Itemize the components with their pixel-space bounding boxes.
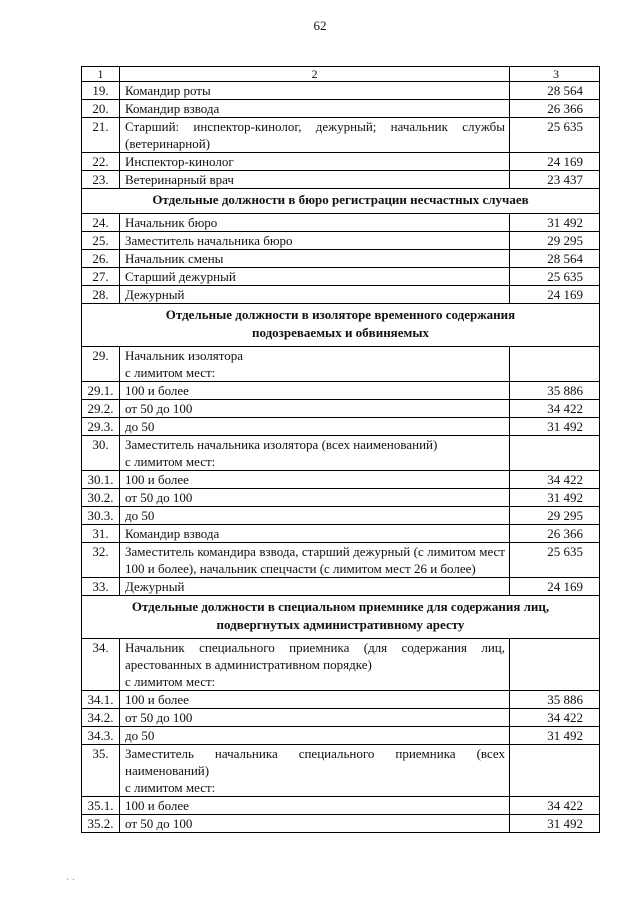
position-title bbox=[120, 543, 510, 578]
position-title-line: Дежурный bbox=[125, 579, 185, 594]
salary-value: 29 295 bbox=[510, 232, 600, 250]
table-row bbox=[82, 418, 600, 436]
salary-value: 24 169 bbox=[510, 286, 600, 304]
position-title bbox=[120, 153, 510, 171]
position-title-line: с лимитом мест: bbox=[125, 454, 216, 469]
position-title bbox=[120, 436, 510, 471]
position-title bbox=[120, 709, 510, 727]
row-number: 19. bbox=[82, 82, 120, 100]
section-header-row bbox=[82, 189, 600, 214]
salary-value: 25 635 bbox=[510, 268, 600, 286]
table-row bbox=[82, 745, 600, 797]
row-number: 30.2. bbox=[82, 489, 120, 507]
header-col-1: 1 bbox=[82, 67, 120, 82]
table-body bbox=[82, 67, 600, 833]
section-title-line: Отдельные должности в специальном приемнике для содержания лиц, bbox=[131, 599, 550, 614]
position-title bbox=[120, 382, 510, 400]
position-title-line: Начальник смены bbox=[125, 251, 224, 266]
position-title bbox=[120, 489, 510, 507]
salary-value: 29 295 bbox=[510, 507, 600, 525]
section-title-line: подвергнутых административному аресту bbox=[216, 617, 465, 632]
position-title-line: Начальник бюро bbox=[125, 215, 218, 230]
row-number: 25. bbox=[82, 232, 120, 250]
salary-value: 25 635 bbox=[510, 118, 600, 153]
position-title bbox=[120, 418, 510, 436]
table-row bbox=[82, 525, 600, 543]
table-row bbox=[82, 436, 600, 471]
row-number: 35.2. bbox=[82, 815, 120, 833]
position-title bbox=[120, 507, 510, 525]
position-title-line: Начальник специального приемника (для содержания лиц, арестованных в административном порядке) bbox=[125, 640, 505, 672]
position-title-line: с лимитом мест: bbox=[125, 365, 216, 380]
table-row bbox=[82, 153, 600, 171]
header-col-3: 3 bbox=[510, 67, 600, 82]
position-title-line: Старший: инспектор-кинолог, дежурный; начальник службы (ветеринарной) bbox=[125, 119, 505, 151]
row-number: 30.1. bbox=[82, 471, 120, 489]
position-title bbox=[120, 471, 510, 489]
table-row bbox=[82, 507, 600, 525]
scan-speck: ` ˙ bbox=[66, 878, 76, 889]
salary-value: 31 492 bbox=[510, 815, 600, 833]
position-title-line: Командир взвода bbox=[125, 101, 220, 116]
position-title-line: Дежурный bbox=[125, 287, 185, 302]
position-title bbox=[120, 347, 510, 382]
section-title bbox=[82, 304, 600, 347]
table-row bbox=[82, 543, 600, 578]
position-title-line: Начальник изолятора bbox=[125, 348, 244, 363]
position-title-line: Инспектор-кинолог bbox=[125, 154, 234, 169]
salary-value: 34 422 bbox=[510, 471, 600, 489]
table-row bbox=[82, 727, 600, 745]
header-col-2: 2 bbox=[120, 67, 510, 82]
salary-value: 28 564 bbox=[510, 250, 600, 268]
position-title bbox=[120, 286, 510, 304]
salary-value: 31 492 bbox=[510, 727, 600, 745]
salary-value: 28 564 bbox=[510, 82, 600, 100]
row-number: 22. bbox=[82, 153, 120, 171]
table-row bbox=[82, 709, 600, 727]
position-title bbox=[120, 639, 510, 691]
position-title-line: до 50 bbox=[125, 419, 155, 434]
position-title bbox=[120, 100, 510, 118]
table-row bbox=[82, 118, 600, 153]
table-row bbox=[82, 639, 600, 691]
salary-value: 31 492 bbox=[510, 418, 600, 436]
row-number: 29. bbox=[82, 347, 120, 382]
row-number: 34.3. bbox=[82, 727, 120, 745]
position-title-line: от 50 до 100 bbox=[125, 710, 193, 725]
salary-value: 35 886 bbox=[510, 382, 600, 400]
position-title-line: Заместитель командира взвода, старший дежурный (с лимитом мест 100 и более), начальник спецчасти (с лимитом мест 26 и более) bbox=[125, 544, 505, 576]
row-number: 34.1. bbox=[82, 691, 120, 709]
position-title-line: от 50 до 100 bbox=[125, 816, 193, 831]
row-number: 35.1. bbox=[82, 797, 120, 815]
row-number: 27. bbox=[82, 268, 120, 286]
position-title bbox=[120, 797, 510, 815]
salary-value: 25 635 bbox=[510, 543, 600, 578]
section-title-line: подозреваемых и обвиняемых bbox=[251, 325, 429, 340]
position-title-line: Ветеринарный врач bbox=[125, 172, 234, 187]
row-number: 34.2. bbox=[82, 709, 120, 727]
table-row bbox=[82, 691, 600, 709]
row-number: 30. bbox=[82, 436, 120, 471]
row-number: 35. bbox=[82, 745, 120, 797]
row-number: 29.3. bbox=[82, 418, 120, 436]
table-row bbox=[82, 171, 600, 189]
position-title-line: Заместитель начальника изолятора (всех наименований) bbox=[125, 437, 438, 452]
position-title bbox=[120, 525, 510, 543]
table-row bbox=[82, 232, 600, 250]
position-title-line: Командир взвода bbox=[125, 526, 220, 541]
position-title bbox=[120, 214, 510, 232]
table-row bbox=[82, 214, 600, 232]
salary-value: 31 492 bbox=[510, 489, 600, 507]
salary-value: 34 422 bbox=[510, 709, 600, 727]
salary-value bbox=[510, 745, 600, 797]
row-number: 30.3. bbox=[82, 507, 120, 525]
row-number: 33. bbox=[82, 578, 120, 596]
row-number: 20. bbox=[82, 100, 120, 118]
table-row bbox=[82, 347, 600, 382]
row-number: 34. bbox=[82, 639, 120, 691]
row-number: 21. bbox=[82, 118, 120, 153]
section-title bbox=[82, 596, 600, 639]
position-title-line: от 50 до 100 bbox=[125, 490, 193, 505]
table-header-row bbox=[82, 67, 600, 82]
position-title-line: 100 и более bbox=[125, 692, 189, 707]
salary-value bbox=[510, 436, 600, 471]
row-number: 23. bbox=[82, 171, 120, 189]
section-header-row bbox=[82, 596, 600, 639]
position-title-line: Заместитель начальника специального приемника (всех наименований) bbox=[125, 746, 505, 778]
table-row bbox=[82, 471, 600, 489]
section-title-line: Отдельные должности в изоляторе временного содержания bbox=[165, 307, 516, 322]
position-title bbox=[120, 268, 510, 286]
position-title-line: 100 и более bbox=[125, 383, 189, 398]
position-title bbox=[120, 232, 510, 250]
position-title-line: до 50 bbox=[125, 508, 155, 523]
row-number: 24. bbox=[82, 214, 120, 232]
table-row bbox=[82, 578, 600, 596]
row-number: 28. bbox=[82, 286, 120, 304]
position-title-line: 100 и более bbox=[125, 472, 189, 487]
position-title bbox=[120, 815, 510, 833]
salary-value: 24 169 bbox=[510, 153, 600, 171]
position-title-line: Командир роты bbox=[125, 83, 211, 98]
row-number: 32. bbox=[82, 543, 120, 578]
salary-value: 35 886 bbox=[510, 691, 600, 709]
table-row bbox=[82, 268, 600, 286]
position-title-line: с лимитом мест: bbox=[125, 674, 216, 689]
position-title bbox=[120, 727, 510, 745]
section-title-line: Отдельные должности в бюро регистрации несчастных случаев bbox=[152, 192, 529, 207]
salary-value: 34 422 bbox=[510, 400, 600, 418]
position-title bbox=[120, 578, 510, 596]
position-title bbox=[120, 400, 510, 418]
salary-value: 34 422 bbox=[510, 797, 600, 815]
position-title bbox=[120, 82, 510, 100]
table-row bbox=[82, 382, 600, 400]
table-row bbox=[82, 815, 600, 833]
position-title-line: до 50 bbox=[125, 728, 155, 743]
table-row bbox=[82, 489, 600, 507]
section-header-row bbox=[82, 304, 600, 347]
position-title bbox=[120, 118, 510, 153]
salary-value: 26 366 bbox=[510, 525, 600, 543]
position-title-line: Заместитель начальника бюро bbox=[125, 233, 293, 248]
section-title bbox=[82, 189, 600, 214]
table-row bbox=[82, 286, 600, 304]
salary-value bbox=[510, 639, 600, 691]
salary-value bbox=[510, 347, 600, 382]
position-title-line: Старший дежурный bbox=[125, 269, 236, 284]
row-number: 29.1. bbox=[82, 382, 120, 400]
row-number: 31. bbox=[82, 525, 120, 543]
row-number: 26. bbox=[82, 250, 120, 268]
position-title-line: 100 и более bbox=[125, 798, 189, 813]
table-row bbox=[82, 100, 600, 118]
table-row bbox=[82, 250, 600, 268]
position-title bbox=[120, 691, 510, 709]
table-row bbox=[82, 797, 600, 815]
position-title bbox=[120, 171, 510, 189]
salary-value: 24 169 bbox=[510, 578, 600, 596]
position-title bbox=[120, 745, 510, 797]
salary-value: 23 437 bbox=[510, 171, 600, 189]
page-number: 62 bbox=[313, 18, 327, 33]
position-title-line: с лимитом мест: bbox=[125, 780, 216, 795]
salary-value: 31 492 bbox=[510, 214, 600, 232]
salary-table bbox=[81, 66, 600, 833]
position-title-line: от 50 до 100 bbox=[125, 401, 193, 416]
salary-value: 26 366 bbox=[510, 100, 600, 118]
position-title bbox=[120, 250, 510, 268]
row-number: 29.2. bbox=[82, 400, 120, 418]
table-row bbox=[82, 400, 600, 418]
table-row bbox=[82, 82, 600, 100]
